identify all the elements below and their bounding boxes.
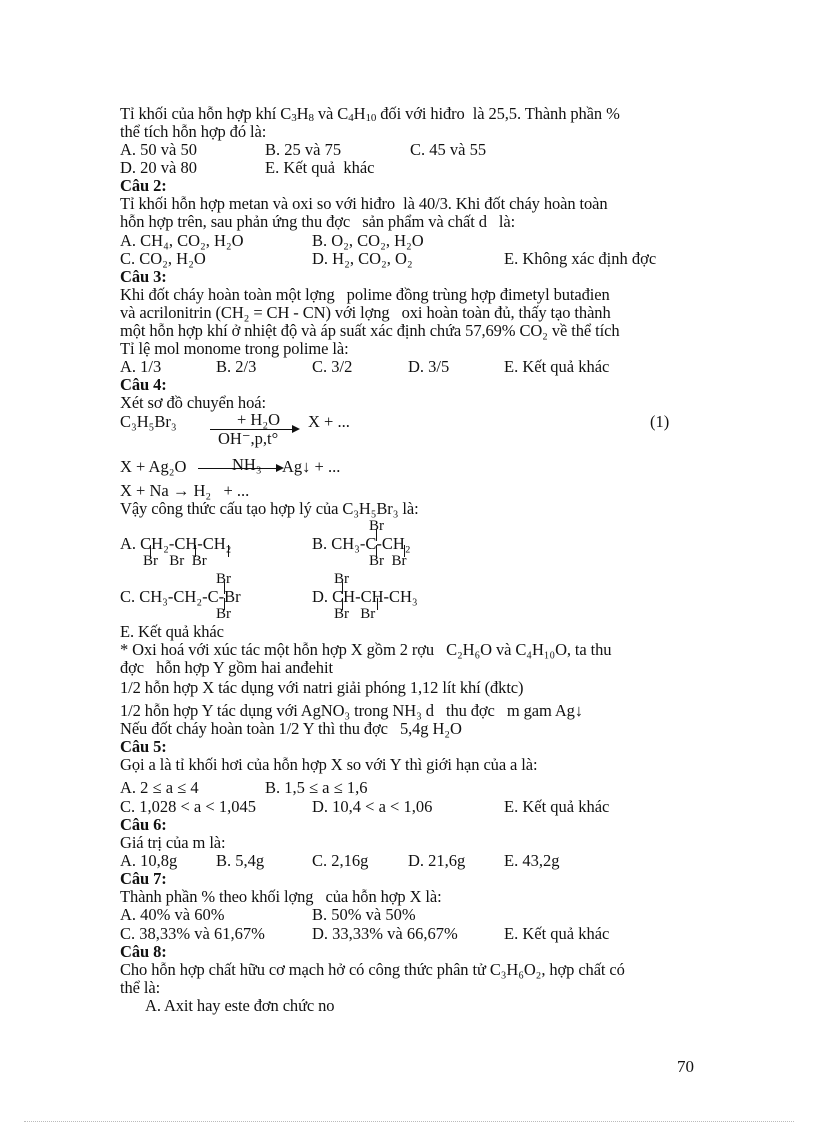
q2-heading: Câu 2: — [120, 176, 167, 195]
reaction2-reactant: X + Ag₂O — [120, 457, 187, 476]
q1-option-c: C. 45 và 55 — [410, 140, 487, 159]
q1-sub-10: 10 — [365, 112, 377, 124]
q8-stem-line1: Cho hỗn hợp chất hữu cơ mạch hở có công thức phân tử C₃H₆O₂, hợp chất có — [120, 960, 625, 979]
q1-sub-4: 4 — [348, 112, 354, 124]
q3-stem-line3: một hỗn hợp khí ở nhiệt độ và áp suất xác định chứa 57,69% CO₂ về thể tích — [120, 321, 620, 340]
q4-option-d-bond2 — [377, 598, 378, 610]
intro-line3: 1/2 hỗn hợp X tác dụng với natri giải phóng 1,12 lít khí (đktc) — [120, 678, 524, 697]
q4-stem-line1: Xét sơ đồ chuyển hoá: — [120, 393, 266, 412]
reaction2-arrow-line — [198, 468, 278, 469]
q7-option-c: C. 38,33% và 61,67% — [120, 924, 265, 943]
q1-option-e: E. Kết quả khác — [265, 158, 375, 177]
q1-text-part4: H — [353, 104, 366, 123]
reaction2-condition-above: NH₃ — [232, 455, 262, 474]
q4-option-c-substituents: Br — [216, 606, 231, 622]
q3-stem-line1: Khi đốt cháy hoàn toàn một lợng polime đồng trùng hợp đimetyl butađien — [120, 285, 610, 304]
intro-line1: * Oxi hoá với xúc tác một hỗn hợp X gồm 2 rợu C₂H₆O và C₄H₁₀O, ta thu — [120, 640, 612, 659]
q7-option-a: A. 40% và 60% — [120, 905, 225, 924]
reaction1-reactant: C₃H₅Br₃ — [120, 412, 177, 431]
q7-stem: Thành phần % theo khối lợng của hỗn hợp X là: — [120, 887, 442, 906]
q1-text-part3: và C — [313, 104, 349, 123]
q3-heading: Câu 3: — [120, 267, 167, 286]
q1-option-d: D. 20 và 80 — [120, 158, 197, 177]
reaction3: X + Na → H₂ + ... — [120, 481, 250, 500]
q4-option-b: B. CH₃-C-CH₂ — [312, 534, 411, 553]
intro-line2: đợc hỗn hợp Y gồm hai anđehit — [120, 658, 333, 677]
q4-option-d: D. CH-CH-CH₃ — [312, 587, 418, 606]
q6-option-d: D. 21,6g — [408, 851, 466, 870]
q2-option-d: D. H₂, CO₂, O₂ — [312, 249, 413, 268]
q5-option-a: A. 2 ≤ a ≤ 4 — [120, 778, 199, 797]
reaction1-condition-above: + H₂O — [237, 410, 281, 429]
q2-option-c: C. CO₂, H₂O — [120, 249, 206, 268]
q3-option-d: D. 3/5 — [408, 357, 450, 376]
q3-option-c: C. 3/2 — [312, 357, 353, 376]
q6-option-a: A. 10,8g — [120, 851, 178, 870]
q3-stem-line4: Tỉ lệ mol monome trong polime là: — [120, 339, 349, 358]
q1-text-part2: H — [296, 104, 309, 123]
q7-option-e: E. Kết quả khác — [504, 924, 610, 943]
q1-stem-line2: thể tích hỗn hợp đó là: — [120, 122, 267, 141]
q5-option-c: C. 1,028 < a < 1,045 — [120, 797, 256, 816]
q4-option-c: C. CH₃-CH₂-C-Br — [120, 587, 241, 606]
q4-option-e: E. Kết quả khác — [120, 622, 224, 641]
q8-heading: Câu 8: — [120, 942, 167, 961]
q3-option-e: E. Kết quả khác — [504, 357, 610, 376]
q1-sub-3: 3 — [291, 112, 297, 124]
q6-option-c: C. 2,16g — [312, 851, 369, 870]
q5-option-e: E. Kết quả khác — [504, 797, 610, 816]
reaction1-product: X + ... — [308, 412, 350, 431]
page-number: 70 — [677, 1057, 694, 1076]
q4-stem-line2: Vậy công thức cấu tạo hợp lý của C₃H₅Br₃ là: — [120, 499, 419, 518]
q1-option-a: A. 50 và 50 — [120, 140, 197, 159]
q6-heading: Câu 6: — [120, 815, 167, 834]
intro-line5: Nếu đốt cháy hoàn toàn 1/2 Y thì thu đợc 5,4g H₂O — [120, 719, 462, 738]
reaction1-condition-below: OH⁻,p,t° — [218, 429, 279, 448]
q5-option-d: D. 10,4 < a < 1,06 — [312, 797, 433, 816]
q2-stem-line2: hỗn hợp trên, sau phản ứng thu đợc sản phẩm và chất d là: — [120, 212, 516, 231]
q1-text-part1: Tỉ khối của hỗn hợp khí C — [120, 104, 292, 123]
q4-option-b-substituents: Br Br — [369, 553, 407, 569]
q7-heading: Câu 7: — [120, 869, 167, 888]
q4-option-b-top: Br — [369, 518, 384, 534]
intro-line4: 1/2 hỗn hợp Y tác dụng với AgNO₃ trong NH₃ d thu đợc m gam Ag↓ — [120, 701, 583, 720]
q4-option-d-substituents: Br Br — [334, 606, 376, 622]
q4-heading: Câu 4: — [120, 375, 167, 394]
q2-stem-line1: Tỉ khối hỗn hợp metan và oxi so với hiđro là 40/3. Khi đốt cháy hoàn toàn — [120, 194, 608, 213]
q7-option-b: B. 50% và 50% — [312, 905, 416, 924]
q4-option-a-bond3 — [228, 545, 229, 557]
q1-text-part5: đối với hiđro là 25,5. Thành phần % — [376, 104, 620, 123]
footer-dotted-rule — [24, 1121, 794, 1122]
q4-option-a: A. CH₂-CH-CH₂ — [120, 534, 232, 553]
q1-option-b: B. 25 và 75 — [265, 140, 342, 159]
q1-stem-line1 — [120, 105, 620, 123]
q2-option-e: E. Không xác định đợc — [504, 249, 657, 268]
q2-option-a: A. CH₄, CO₂, H₂O — [120, 231, 244, 250]
q8-option-a: A. Axit hay este đơn chức no — [145, 996, 335, 1015]
q3-option-a: A. 1/3 — [120, 357, 162, 376]
q6-stem: Giá trị của m là: — [120, 833, 226, 852]
q5-stem: Gọi a là tỉ khối hơi của hỗn hợp X so với Y thì giới hạn của a là: — [120, 755, 538, 774]
q1-sub-8: 8 — [308, 112, 314, 124]
reaction1-arrow-head — [292, 425, 300, 433]
q8-stem-line2: thể là: — [120, 978, 161, 997]
q6-option-b: B. 5,4g — [216, 851, 265, 870]
q4-option-a-substituents: Br Br Br — [143, 553, 207, 569]
q2-option-b: B. O₂, CO₂, H₂O — [312, 231, 424, 250]
q4-option-c-top: Br — [216, 571, 231, 587]
q3-option-b: B. 2/3 — [216, 357, 257, 376]
q5-heading: Câu 5: — [120, 737, 167, 756]
reaction2-product: Ag↓ + ... — [282, 457, 341, 476]
q6-option-e: E. 43,2g — [504, 851, 560, 870]
q4-option-d-top: Br — [334, 571, 349, 587]
q7-option-d: D. 33,33% và 66,67% — [312, 924, 458, 943]
reaction1-number: (1) — [650, 412, 670, 431]
q3-stem-line2: và acrilonitrin (CH₂ = CH - CN) với lợng oxi hoàn toàn đủ, thấy tạo thành — [120, 303, 611, 322]
q5-option-b: B. 1,5 ≤ a ≤ 1,6 — [265, 778, 368, 797]
